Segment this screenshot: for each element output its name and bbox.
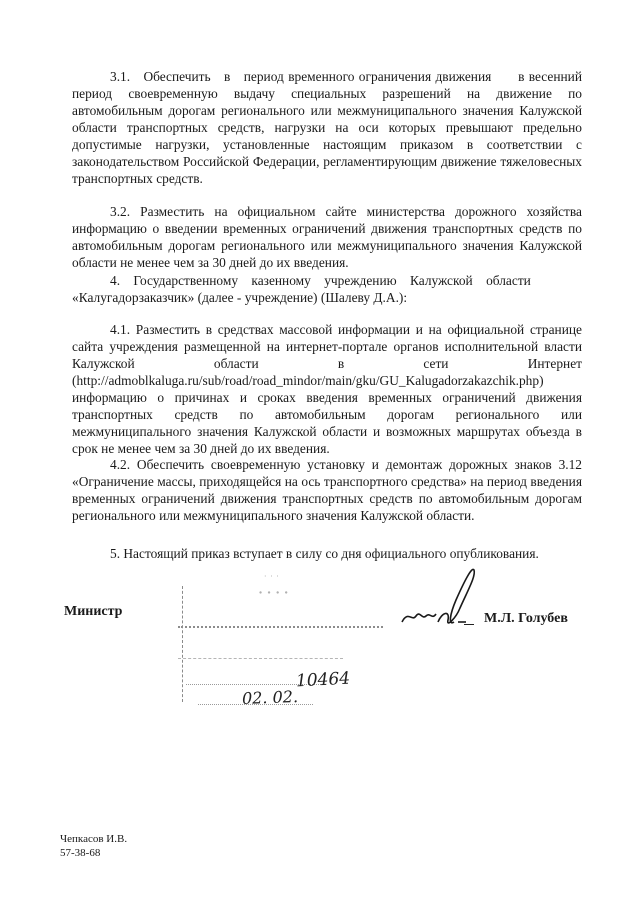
- stamp-line: [178, 658, 343, 659]
- paragraph-5: 5. Настоящий приказ вступает в силу со дня официального опубликования.: [110, 546, 539, 561]
- signer-name: М.Л. Голубев: [484, 611, 568, 626]
- minister-title: Министр: [64, 604, 123, 619]
- paragraph-4-1: 4.1. Разместить в средствах массовой информации и на официальной странице сайта учреждения размещенной на интернет-портале органов исполнительной власти Калужской области в сети Интернет (http://admoblkaluga.ru/sub/road/road_mindor/main/gku/GU_Kalugadorzakazchik.php) информацию о причинах и сроках введения временных ограничений движения транспортных средств по автомобильным дорогам регионального или межмуниципального значения Калужской области и возможных маршрутах объезда в срок не менее чем за 30 дней до их введения.: [72, 322, 582, 456]
- executor-phone: 57-38-68: [60, 847, 101, 859]
- paragraph-4: 4. Государственному казенному учреждению Калужской области «Калугадорзаказчик» (далее - учреждение) (Шалеву Д.А.):: [72, 273, 531, 305]
- paragraph-3-2: 3.2. Разместить на официальном сайте министерства дорожного хозяйства информацию о введении временных ограничений движения транспортных средств по автомобильным дорогам регионального или межмуниципального значения Калужской области не менее чем за 30 дней до их введения.: [72, 204, 582, 270]
- signature-dash: [464, 624, 474, 625]
- stamp-mark: ∙ ∙ ∙ ∙: [258, 588, 290, 597]
- stamp-mark: · · ·: [264, 572, 280, 581]
- paragraph-3-1: 3.1. Обеспечить в период временного ограничения движения в весенний период своевременную выдачу специальных разрешений на движение по автомобильным дорогам регионального или межмуниципального значения Калужской области транспортных средств, нагрузки на оси которых превышают предельно допустимые нагрузки, установленные настоящим приказом в соответствии с законодательством Российской Федерации, регламентирующим движение тяжеловесных транспортных средств.: [72, 69, 582, 186]
- handwritten-date: 02. 02.: [241, 687, 299, 708]
- stamp-border-left: [182, 586, 183, 702]
- signature-graphic: [398, 560, 488, 640]
- handwritten-number: 10464: [295, 668, 351, 692]
- registration-stamp: [178, 566, 383, 706]
- stamp-line: [178, 626, 383, 628]
- executor-name: Чепкасов И.В.: [60, 833, 128, 845]
- paragraph-4-2: 4.2. Обеспечить своевременную установку и демонтаж дорожных знаков 3.12 «Ограничение массы, приходящейся на ось транспортного средства» на период введения временных ограничений движения транспортных средств по автомобильным дорогам регионального или межмуниципального значения Калужской области.: [72, 457, 582, 523]
